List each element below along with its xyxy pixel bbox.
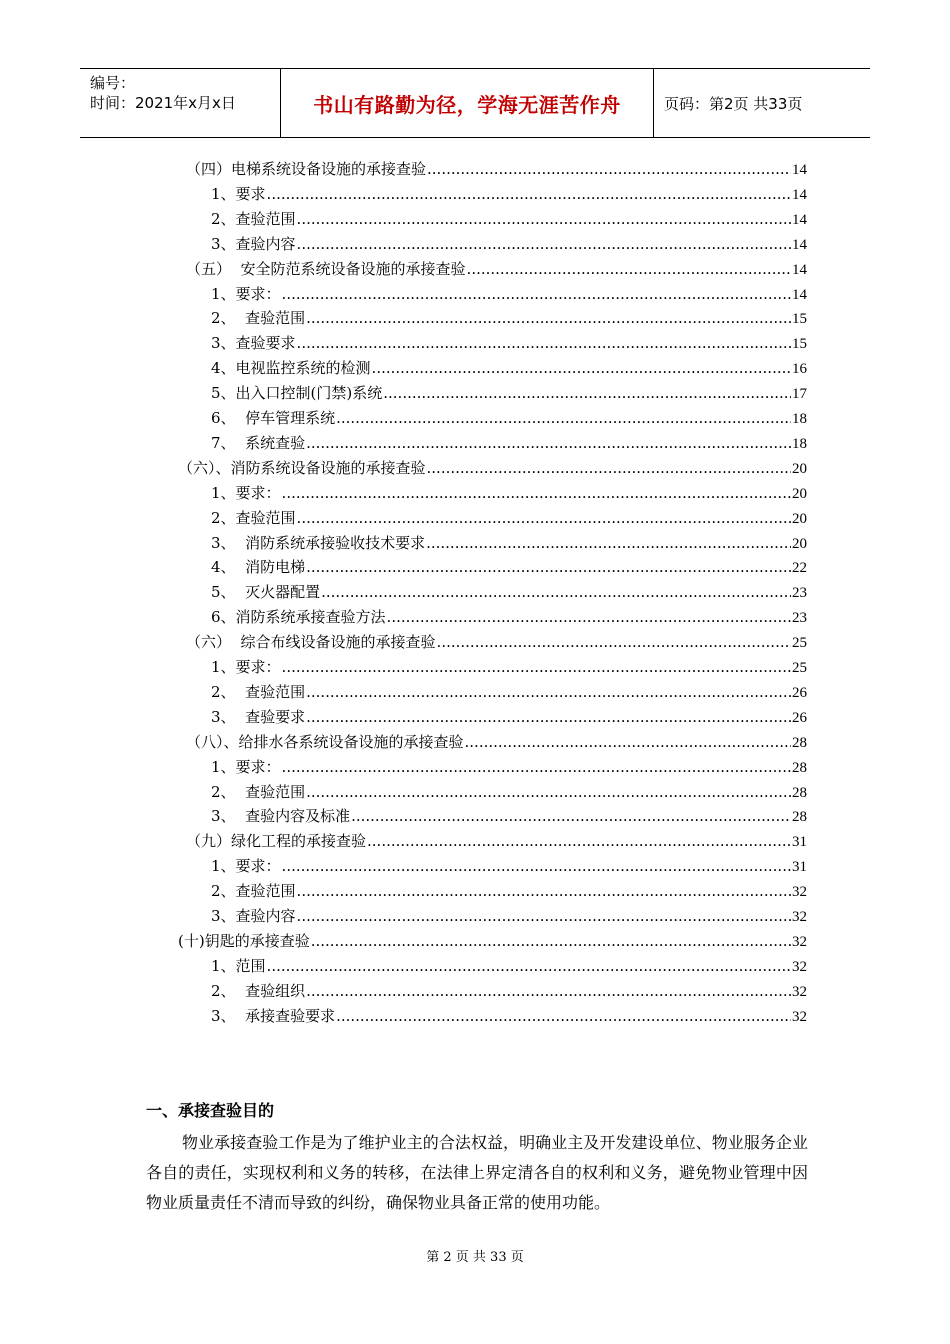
toc-entry[interactable] [211, 555, 807, 580]
toc-dot-leader [336, 406, 791, 431]
toc-entry-page: 28 [792, 734, 807, 751]
toc-dot-leader [282, 282, 791, 307]
toc-entry-title: 2、查验范围 [211, 882, 296, 901]
toc-entry-page: 32 [792, 884, 807, 901]
toc-entry-page: 20 [792, 535, 807, 552]
toc-entry-title: 3、 承接查验要求 [211, 1006, 336, 1025]
toc-dot-leader [367, 829, 791, 854]
toc-entry[interactable] [211, 531, 807, 556]
toc-dot-leader [306, 306, 791, 331]
toc-dot-leader [427, 456, 791, 481]
page-header [80, 68, 870, 138]
toc-entry-title: 3、查验内容 [211, 234, 296, 253]
toc-entry[interactable] [211, 780, 807, 805]
toc-entry-page: 26 [792, 684, 807, 701]
toc-entry[interactable] [186, 257, 807, 282]
toc-entry[interactable] [211, 306, 807, 331]
toc-entry-title: 3、 查验要求 [211, 707, 306, 726]
toc-dot-leader [321, 580, 791, 605]
toc-entry-page: 18 [792, 435, 807, 452]
toc-entry-page: 18 [792, 411, 807, 427]
toc-entry-title: 2、 查验范围 [211, 309, 306, 328]
toc-entry[interactable] [211, 954, 807, 979]
toc-dot-leader [282, 854, 791, 879]
toc-entry-page: 14 [792, 261, 807, 278]
toc-entry[interactable] [211, 282, 807, 307]
toc-entry-page: 14 [792, 236, 807, 253]
toc-entry-title: 4、电视监控系统的检测 [211, 359, 371, 378]
header-meta [80, 69, 281, 137]
toc-entry-title: 1、要求： [211, 658, 281, 676]
toc-entry-page: 32 [792, 933, 807, 950]
toc-entry-page: 31 [792, 859, 807, 876]
toc-entry-page: 22 [792, 560, 807, 577]
toc-entry[interactable] [186, 730, 807, 755]
toc-entry-title: 1、要求： [211, 483, 281, 502]
toc-entry-page: 32 [792, 1008, 807, 1025]
toc-entry[interactable] [211, 879, 807, 904]
toc-dot-leader [311, 929, 791, 954]
toc-entry[interactable] [211, 580, 807, 605]
toc-entry-page: 28 [792, 809, 807, 826]
toc-entry-title: 5、出入口控制(门禁)系统 [211, 384, 383, 403]
toc-entry-page: 26 [792, 709, 807, 726]
toc-dot-leader [383, 381, 791, 406]
toc-dot-leader [387, 605, 791, 630]
toc-entry-title: （六） 综合布线设备设施的承接查验 [186, 633, 436, 652]
toc-dot-leader [297, 331, 791, 356]
toc-entry-page: 32 [792, 983, 807, 1000]
toc-entry-page: 32 [792, 958, 807, 975]
toc-entry[interactable] [211, 182, 807, 207]
toc-dot-leader [467, 257, 791, 282]
toc-entry-title: 5、 灭火器配置 [211, 583, 321, 602]
toc-entry-title: 3、 查验内容及标准 [211, 807, 351, 826]
toc-entry-page: 14 [792, 211, 807, 228]
toc-dot-leader [297, 506, 791, 531]
toc-dot-leader [465, 730, 791, 755]
toc-entry[interactable] [178, 456, 807, 481]
toc-entry-title: 2、 查验范围 [211, 782, 306, 801]
toc-entry[interactable] [211, 431, 807, 456]
toc-entry[interactable] [211, 854, 807, 879]
toc-entry-title: （六）、消防系统设备设施的承接查验 [178, 458, 426, 477]
toc-entry-title: 2、查验范围 [211, 209, 296, 228]
toc-entry[interactable] [211, 655, 807, 680]
toc-entry[interactable] [211, 904, 807, 929]
toc-dot-leader [282, 481, 791, 506]
toc-entry[interactable] [211, 331, 807, 356]
toc-entry[interactable] [211, 705, 807, 730]
toc-entry[interactable] [211, 207, 807, 232]
toc-entry-page: 14 [792, 186, 807, 203]
toc-entry[interactable] [211, 979, 807, 1004]
toc-dot-leader [351, 804, 791, 829]
toc-entry[interactable] [211, 232, 807, 257]
toc-entry-title: 3、查验要求 [211, 334, 296, 353]
toc-dot-leader [267, 954, 791, 979]
toc-entry[interactable] [186, 829, 807, 854]
toc-dot-leader [282, 655, 791, 680]
page-footer: 第 2 页 共 33 页 [426, 1250, 524, 1265]
toc-entry-page: 23 [792, 610, 807, 627]
toc-dot-leader [306, 680, 791, 705]
toc-entry-page: 23 [792, 585, 807, 602]
toc-entry[interactable] [178, 929, 807, 954]
toc-entry-title: (十)钥匙的承接查验 [178, 931, 310, 950]
toc-entry-title: 2、 查验组织 [211, 981, 306, 1000]
toc-entry[interactable] [211, 680, 807, 705]
toc-dot-leader [297, 904, 791, 929]
toc-entry-page: 20 [792, 485, 807, 502]
toc-entry-title: （五） 安全防范系统设备设施的承接查验 [186, 259, 466, 278]
toc-entry-page: 31 [792, 834, 807, 851]
toc-entry-page: 20 [792, 510, 807, 527]
toc-entry-title: （四）电梯系统设备设施的承接查验 [186, 160, 427, 178]
toc-entry-page: 16 [792, 361, 807, 378]
toc-entry-title: 3、 消防系统承接验收技术要求 [211, 533, 426, 552]
toc-entry-title: 3、查验内容 [211, 907, 296, 925]
toc-dot-leader [426, 531, 791, 556]
toc-dot-leader [372, 356, 791, 381]
toc-entry[interactable] [211, 506, 807, 531]
toc-entry-page: 25 [792, 635, 807, 652]
toc-entry-page: 14 [792, 286, 807, 303]
toc-dot-leader [297, 879, 791, 904]
header-motto: 书山有路勤为径，学海无涯苦作舟 [281, 69, 654, 137]
toc-dot-leader [306, 979, 791, 1004]
toc-entry-title: 1、要求 [211, 184, 266, 203]
toc-dot-leader [297, 232, 791, 257]
toc-entry-page: 25 [792, 660, 807, 676]
toc-entry-page: 28 [792, 759, 807, 776]
toc-entry-title: 4、 消防电梯 [211, 558, 306, 577]
toc-entry-page: 28 [792, 784, 807, 801]
toc-dot-leader [336, 1004, 791, 1029]
toc-entry-page: 14 [792, 162, 807, 178]
toc-dot-leader [437, 630, 791, 655]
toc-entry-title: （九）绿化工程的承接查验 [186, 832, 367, 851]
toc-dot-leader [297, 207, 791, 232]
toc-entry[interactable] [211, 1004, 807, 1029]
toc-entry-title: 1、范围 [211, 956, 266, 975]
toc-dot-leader [282, 755, 791, 780]
toc-entry-page: 32 [792, 909, 807, 925]
section-title: 一、承接查验目的 [146, 1101, 275, 1120]
toc-entry-page: 15 [792, 311, 807, 328]
toc-entry-title: 6、消防系统承接查验方法 [211, 608, 386, 627]
toc-entry[interactable] [211, 356, 807, 381]
toc-dot-leader [306, 780, 791, 805]
toc-entry-page: 15 [792, 336, 807, 353]
toc-entry-page: 20 [792, 460, 807, 477]
header-page-info: 页码：第2页 共33页 [664, 94, 803, 113]
section-paragraph: 物业承接查验工作是为了维护业主的合法权益，明确业主及开发建设单位、物业服务企业各自的责任，实现权利和义务的转移，在法律上界定清各自的权利和义务，避免物业管理中因物业质量责任不清而导致的纠纷，确保物业具备正常的使用功能。 [146, 1133, 808, 1212]
toc-entry-title: 6、 停车管理系统 [211, 409, 336, 427]
toc-entry[interactable] [186, 630, 807, 655]
toc-entry-title: 1、要求： [211, 757, 281, 776]
toc-entry[interactable] [211, 406, 807, 431]
toc-entry-page: 17 [792, 386, 807, 403]
toc-entry[interactable] [211, 481, 807, 506]
document-time-label: 时间：2021年x月x日 [90, 94, 236, 112]
toc-entry-title: 1、要求： [211, 857, 281, 876]
toc-entry-title: 2、 查验范围 [211, 682, 306, 701]
toc-entry-title: 2、查验范围 [211, 508, 296, 527]
toc-entry-title: （八）、给排水各系统设备设施的承接查验 [186, 732, 464, 751]
toc-dot-leader [306, 431, 791, 456]
toc-dot-leader [306, 555, 791, 580]
toc-dot-leader [427, 157, 791, 182]
toc-entry-title: 7、 系统查验 [211, 433, 306, 452]
toc-dot-leader [267, 182, 791, 207]
toc-entry[interactable] [211, 605, 807, 630]
toc-dot-leader [306, 705, 791, 730]
toc-entry[interactable] [211, 755, 807, 780]
toc-entry-title: 1、要求： [211, 284, 281, 303]
toc-entry[interactable] [186, 157, 807, 182]
document-number-label: 编号： [90, 74, 136, 92]
toc-entry[interactable] [211, 381, 807, 406]
toc-entry[interactable] [211, 804, 807, 829]
